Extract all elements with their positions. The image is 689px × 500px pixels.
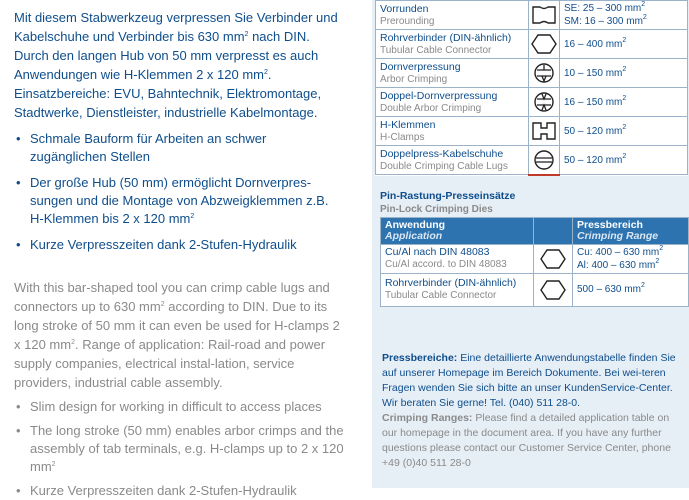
- crimping-range-note: [382, 351, 682, 471]
- list-item: • Der große Hub (50 mm) ermöglicht Dornverpres-sungen und die Montage von Abzweigklemmen z.B. H-Klemmen bis 2 x 120 $mm^2$: [14, 174, 344, 228]
- german-description: Mit diesem Stabwerkzeug verpressen Sie Verbinder und Kabelschuhe und Verbinder bis 630 $mm^2$ nach DIN. Durch den langen Hub von 50 mm verpresst es auch Anwendungen wie H-Klemmen 2 x 120 $mm^2$. Einsatzbereiche: EVU, Bahntechnik, Elektromontage, Stadtwerke, Dienstleister, industrielle Kabelmontage.: [14, 10, 338, 120]
- application-cell: Doppelpress-Kabelschuhe Double Crimping Cable Lugs: [376, 146, 529, 175]
- arbor-die-icon: [529, 59, 560, 88]
- english-feature-list: [14, 398, 344, 500]
- list-item: • The long stroke (50 mm) enables arbor crimps and the assembly of tab terminals, e.g. H-clamps up to 2 x 120 $mm^2$: [14, 422, 344, 476]
- english-description: With this bar-shaped tool you can crimp cable lugs and connectors up to 630 $mm^2$ according to DIN. Due to its long stroke of 50 mm it can even be used for H-clamps 2 x 120 $mm^2$. Range of application: Rail-road and power supply companies, electrical instal-lation, service providers, industrial cable assembly.: [14, 280, 340, 390]
- table-row: [376, 1, 688, 30]
- english-note: Crimping Ranges: Please find a detailed application table on our homepage in the document area. If you have any further questions please contact our Customer Service Center, phone +49 (0)40 511 28-0: [382, 412, 671, 469]
- range-cell: 16 – 400 $mm^2$: [560, 30, 688, 59]
- application-cell: Rohrverbinder (DIN-ähnlich) Tubular Cable Connector: [376, 30, 529, 59]
- application-cell: Cu/Al nach DIN 48083 Cu/Al accord. to DIN 48083: [381, 244, 534, 273]
- range-cell: 50 – 120 $mm^2$: [560, 117, 688, 146]
- left-column: [14, 8, 344, 500]
- double-arbor-die-icon: [529, 88, 560, 117]
- h-clamp-die-icon: [529, 117, 560, 146]
- prerounding-die-icon: [529, 1, 560, 30]
- german-note: Pressbereiche: Eine detaillierte Anwendungstabelle finden Sie auf unserer Homepage im Bereich Dokumente. Bei wei-teren Fragen wenden Sie sich bitte an unser KundenService-Center. Wir beraten Sie gerne! Tel. (040) 511 28-0.: [382, 352, 676, 409]
- range-cell: 10 – 150 $mm^2$: [560, 59, 688, 88]
- list-item: • Schmale Bauform für Arbeiten an schwer zugänglichen Stellen: [14, 130, 344, 166]
- table-row: [376, 88, 688, 117]
- application-cell: Rohrverbinder (DIN-ähnlich) Tubular Cable Connector: [381, 273, 534, 306]
- list-item: • Kurze Verpresszeiten dank 2-Stufen-Hydraulik: [14, 482, 344, 500]
- application-cell: Vorrunden Prerounding: [376, 1, 529, 30]
- table-row: [381, 273, 689, 306]
- pinlock-table: [380, 217, 689, 307]
- range-cell: 16 – 150 $mm^2$: [560, 88, 688, 117]
- table-row: [376, 30, 688, 59]
- hexagon-die-icon: [529, 30, 560, 59]
- application-cell: Dornverpressung Arbor Crimping: [376, 59, 529, 88]
- double-crimp-die-icon: [529, 146, 560, 175]
- list-item: • Kurze Verpresszeiten dank 2-Stufen-Hydraulik: [14, 236, 344, 254]
- list-item: • Slim design for working in difficult to access places: [14, 398, 344, 416]
- table-row: [376, 117, 688, 146]
- spec-panel: [372, 0, 689, 488]
- hexagon-die-icon: [534, 244, 573, 273]
- range-cell: Cu: 400 – 630 $mm^2$ Al: 400 – 630 $mm^2$: [573, 244, 689, 273]
- column-header-application: Anwendung Application: [381, 217, 534, 244]
- table-row: [376, 146, 688, 175]
- application-cell: H-Klemmen H-Clamps: [376, 117, 529, 146]
- range-cell: 500 – 630 $mm^2$: [573, 273, 689, 306]
- crimp-profile-table: [375, 0, 688, 176]
- range-cell: SE: 25 – 300 $mm^2$ SM: 16 – 300 $mm^2$: [560, 1, 688, 30]
- hexagon-die-icon: [534, 273, 573, 306]
- range-cell: 50 – 120 $mm^2$: [560, 146, 688, 175]
- table-header-row: [381, 217, 689, 244]
- german-feature-list: [14, 130, 344, 254]
- column-header-icon: [534, 217, 573, 244]
- pinlock-title: Pin-Rastung-Presseinsätze: [380, 189, 516, 202]
- application-cell: Doppel-Dornverpressung Double Arbor Crimping: [376, 88, 529, 117]
- table-row: [381, 244, 689, 273]
- table-row: [376, 59, 688, 88]
- column-header-range: Pressbereich Crimping Range: [573, 217, 689, 244]
- pinlock-subtitle: Pin-Lock Crimping Dies: [380, 203, 493, 215]
